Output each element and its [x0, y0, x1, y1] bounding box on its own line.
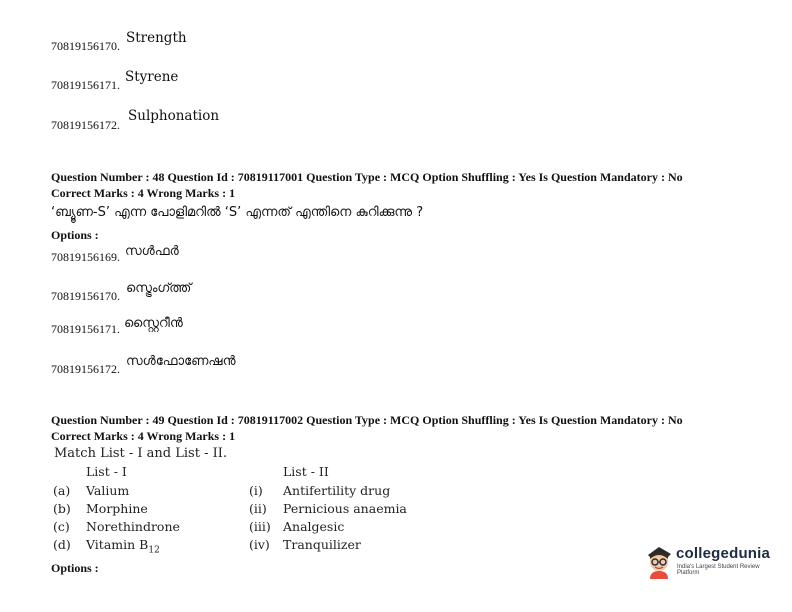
option-text: സൾഫോണേഷൻ	[126, 354, 236, 369]
list2-item: Pernicious anaemia	[283, 501, 407, 516]
marks-line: Correct Marks : 4 Wrong Marks : 1	[51, 186, 236, 200]
question-text: ‘ബ്യൂണ-S’ എന്ന പോളിമറിൽ ‘S’ എന്നത് എന്തിനെ കുറിക്കുന്നു ?	[51, 205, 424, 220]
list1-title: List - I	[86, 464, 127, 479]
collegedunia-logo	[644, 543, 774, 581]
option-text: സ്റ്റൈറീൻ	[124, 316, 183, 331]
question-text: Match List - I and List - II.	[54, 446, 228, 461]
options-label: Options :	[51, 561, 99, 575]
prev-option-id: 70819156171.	[51, 78, 120, 92]
list1-item: Norethindrone	[86, 519, 180, 534]
prev-option-text: Strength	[126, 30, 187, 46]
list1-label: (c)	[53, 519, 70, 534]
list1-label: (d)	[53, 537, 71, 552]
list2-label: (iii)	[249, 519, 271, 534]
mascot-icon	[644, 543, 674, 579]
question-header: Question Number : 48 Question Id : 70819117001 Question Type : MCQ Option Shuffling : Yes Is Question Mandatory : No	[51, 170, 683, 184]
option-text: സ്ട്രെംഗ്ത്ത്	[126, 281, 192, 296]
list1-item	[86, 537, 160, 556]
option-id: 70819156169.	[51, 250, 120, 264]
list2-label: (iv)	[249, 537, 270, 552]
marks-line: Correct Marks : 4 Wrong Marks : 1	[51, 429, 236, 443]
list1-item: Morphine	[86, 501, 148, 516]
list2-label: (ii)	[249, 501, 267, 516]
logo-tagline: India's Largest Student Review Platform	[677, 564, 760, 576]
prev-option-id: 70819156170.	[51, 39, 120, 53]
vitamin-subscript: 12	[148, 545, 160, 556]
option-id: 70819156171.	[51, 322, 120, 336]
list1-label: (a)	[53, 483, 71, 498]
vitamin-text: Vitamin B	[86, 537, 149, 552]
logo-name: collegedunia	[676, 545, 771, 562]
list2-item: Antifertility drug	[283, 483, 391, 498]
list2-title: List - II	[283, 464, 329, 479]
list2-item: Tranquilizer	[283, 537, 361, 552]
question-header: Question Number : 49 Question Id : 70819117002 Question Type : MCQ Option Shuffling : Yes Is Question Mandatory : No	[51, 413, 683, 427]
list1-label: (b)	[53, 501, 71, 516]
prev-option-text: Styrene	[125, 69, 179, 85]
list2-label: (i)	[249, 483, 263, 498]
option-text: സൾഫർ	[125, 244, 179, 259]
options-label: Options :	[51, 228, 99, 242]
list1-item: Valium	[86, 483, 130, 498]
prev-option-id: 70819156172.	[51, 118, 120, 132]
list2-item: Analgesic	[283, 519, 345, 534]
option-id: 70819156172.	[51, 362, 120, 376]
option-id: 70819156170.	[51, 289, 120, 303]
prev-option-text: Sulphonation	[128, 108, 220, 124]
